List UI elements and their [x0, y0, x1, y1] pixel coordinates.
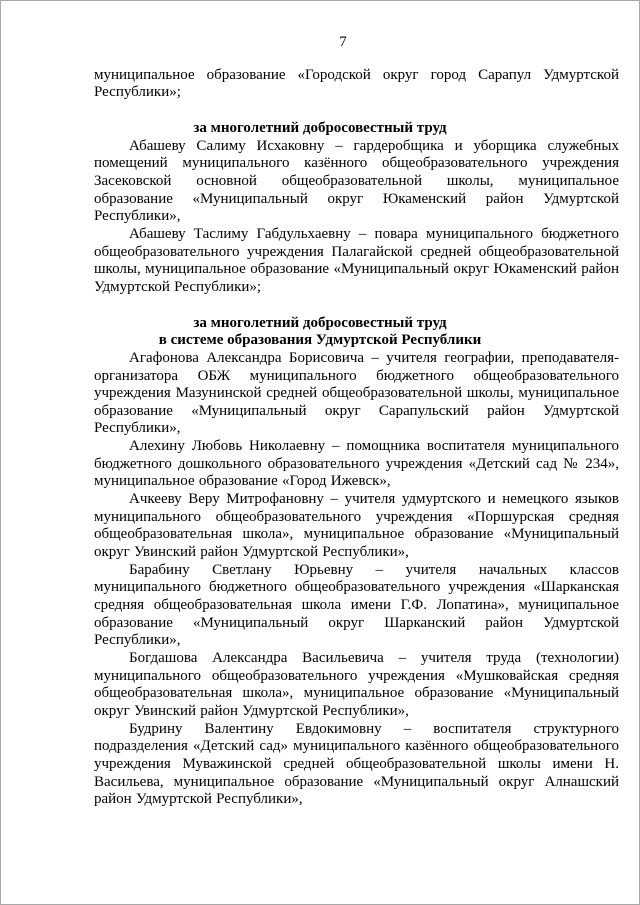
paragraph: Абашеву Салиму Исхаковну – гардеробщика и уборщика служебных помещений муниципального казённого общеобразовательного учреждения Засековской основной общеобразовательной школы, муниципальное образование «Муниципальный округ Юкаменский район Удмуртской Республики»,	[94, 137, 619, 225]
document-body	[1, 67, 639, 809]
paragraph: Алехину Любовь Николаевну – помощника воспитателя муниципального бюджетного дошкольного образовательного учреждения «Детский сад № 234», муниципальное образование «Город Ижевск»,	[94, 438, 619, 490]
paragraph: Богдашова Александра Васильевича – учителя труда (технологии) муниципального общеобразовательного учреждения «Мушковайская средняя общеобразовательная школа», муниципальное образование «Муниципальный округ Увинский район Удмуртской Республики»,	[94, 650, 619, 719]
paragraph: Барабину Светлану Юрьевну – учителя начальных классов муниципального бюджетного общеобразовательного учреждения «Шарканская средняя общеобразовательная школа имени Г.Ф. Лопатина», муниципальное образование «Муниципальный округ Шарканский район Удмуртской Республики»,	[94, 561, 619, 649]
section-heading-line: в системе образования Удмуртской Республики	[158, 332, 482, 349]
section-heading	[1, 315, 639, 350]
page-number: 7	[339, 34, 347, 50]
paragraph: Ачкееву Веру Митрофановну – учителя удмуртского и немецкого языков муниципального общеобразовательного учреждения «Поршурская средняя общеобразовательная школа», муниципальное образование «Муниципальный округ Увинский район Удмуртской Республики»,	[94, 491, 619, 561]
section-heading	[1, 120, 639, 138]
paragraph: Будрину Валентину Евдокимовну – воспитателя структурного подразделения «Детский сад» муниципального казённого общеобразовательного учреждения Муважинской средней общеобразовательной школы имени Н. Васильева, муниципальное образование «Муниципальный округ Алнашский район Удмуртской Республики»,	[94, 720, 619, 808]
paragraph: Агафонова Александра Борисовича – учителя географии, преподавателя-организатора ОБЖ муниципального бюджетного общеобразовательного учреждения Мазунинской средней общеобразовательной школы, муниципальное образование «Муниципальный округ Сарапульский район Удмуртской Республики»,	[94, 349, 619, 437]
section-heading-line: за многолетний добросовестный труд	[193, 314, 447, 331]
paragraph: муниципальное образование «Городской округ город Сарапул Удмуртской Республики»;	[94, 66, 619, 101]
paragraph: Абашеву Таслиму Габдульхаевну – повара муниципального бюджетного общеобразовательного учреждения Палагайской средней общеобразовательной школы, муниципальное образование «Муниципальный округ Юкаменский район Удмуртской Республики»;	[94, 225, 619, 295]
section-heading-line: за многолетний добросовестный труд	[193, 119, 447, 136]
